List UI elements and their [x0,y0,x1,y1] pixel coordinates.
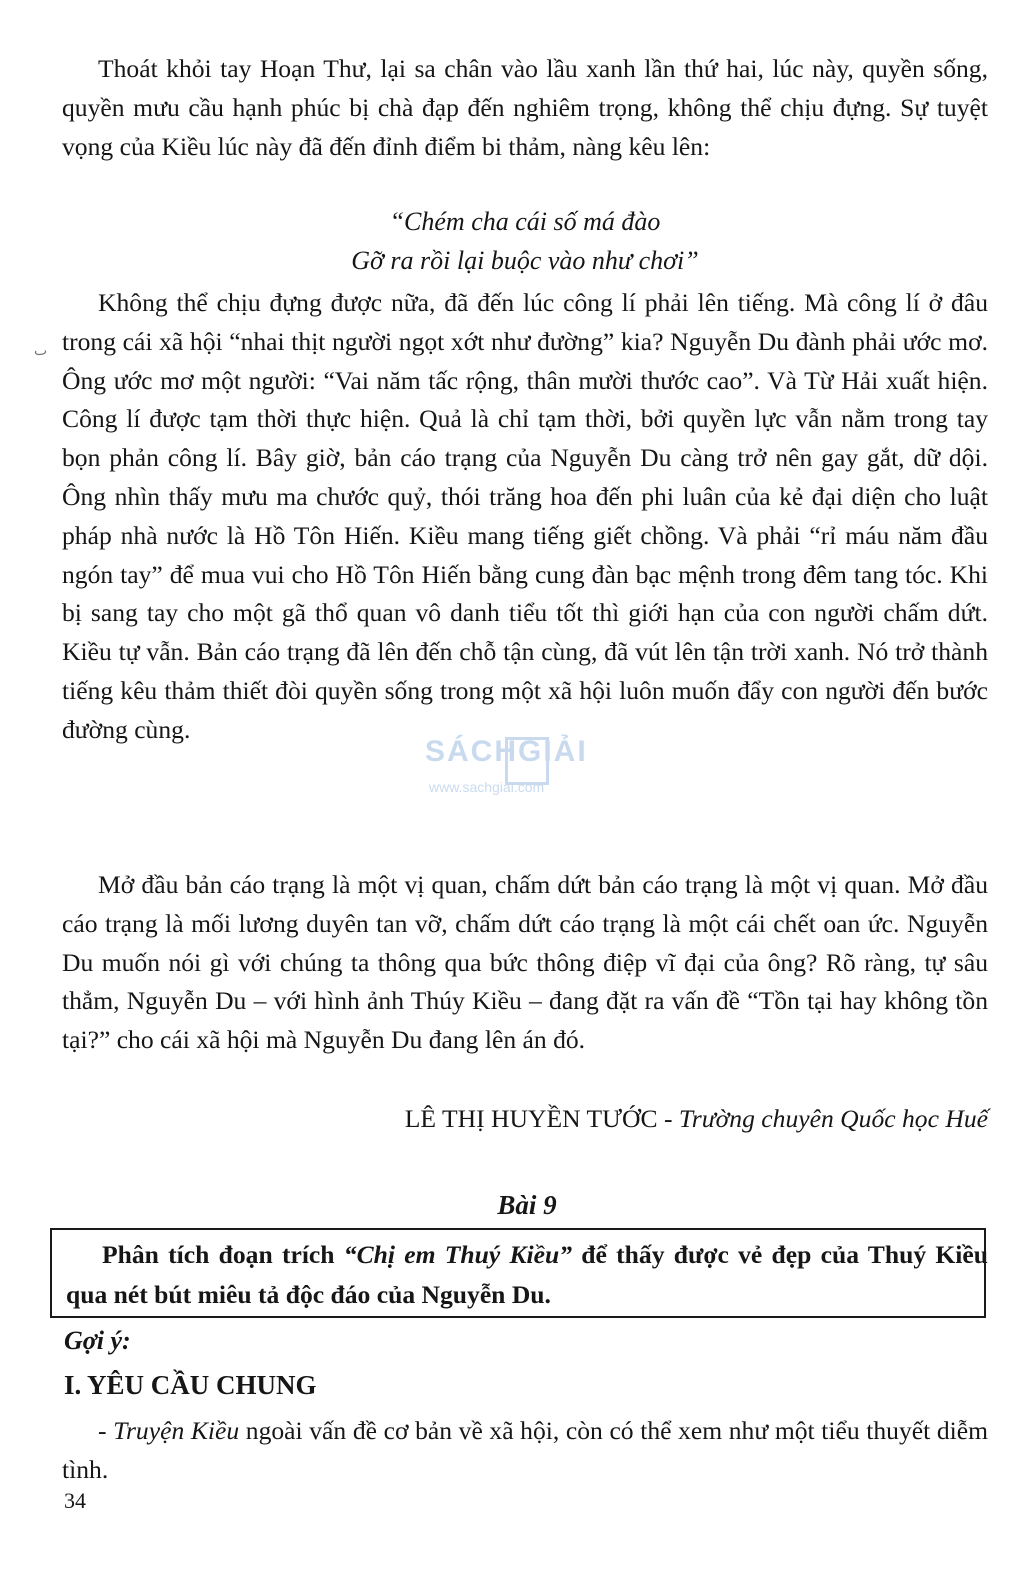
author-school: Trường chuyên Quốc học Huế [678,1104,988,1133]
prompt-work-title: “Chị em Thuý Kiều” [343,1240,573,1269]
requirement-bullet [62,1412,988,1490]
verse-line-1: “Chém cha cái số má đào [389,207,661,236]
paragraph-2: Không thể chịu đựng được nữa, đã đến lúc công lí phải lên tiếng. Mà công lí ở đâu trong cái xã hội “nhai thịt người ngọt xớt như đường” kia? Nguyễn Du đành phải ước mơ. Ông ước mơ một người: “Vai năm tấc rộng, thân mười thước cao”. Và Từ Hải xuất hiện. Công lí được tạm thời thực hiện. Quả là chỉ tạm thời, bởi quyền lực vẫn nằm trong tay bọn phản công lí. Bây giờ, bản cáo trạng của Nguyễn Du càng trở nên gay gắt, dữ dội. Ông nhìn thấy mưu ma chước quỷ, thói trăng hoa đến phi luân của kẻ đại diện cho luật pháp nhà nước là Hồ Tôn Hiến. Kiều mang tiếng giết chồng. Và phải “rỉ máu năm đầu ngón tay” để mua vui cho Hồ Tôn Hiến bằng cung đàn bạc mệnh trong đêm tang tóc. Khi bị sang tay cho một gã thổ quan vô danh tiểu tốt thì giới hạn của con người chấm dứt. Kiều tự vẫn. Bản cáo trạng đã lên đến chỗ tận cùng, đã vút lên tận trời xanh. Nó trở thành tiếng kêu thảm thiết đòi quyền sống trong một xã hội luôn muốn đẩy con người đến bước đường cùng. [62,288,988,744]
margin-tick-mark: ٮ [34,344,48,359]
paragraph-1: Thoát khỏi tay Hoạn Thư, lại sa chân vào lầu xanh lần thứ hai, lúc này, quyền sống, quyền mưu cầu hạnh phúc bị chà đạp đến nghiêm trọng, không thể chịu đựng. Sự tuyệt vọng của Kiều lúc này đã đến đỉnh điểm bi thảm, nàng kêu lên: [62,54,988,161]
prompt-text-after: để thấy được vẻ đẹp của Thuý Kiều qua nét bút miêu tả độc đáo của Nguyễn Du. [66,1240,988,1309]
section-heading: I. YÊU CẦU CHUNG [64,1370,317,1400]
author-signature [62,1104,988,1134]
bullet-text: ngoài vấn đề cơ bản về xã hội, còn có thể xem như một tiểu thuyết diễm tình. [62,1416,988,1484]
exercise-prompt [66,1235,988,1315]
verse-line-2: Gỡ ra rồi lại buộc vào như chơi” [351,246,699,275]
exercise-title: Bài 9 [497,1190,557,1220]
watermark-url: www.sachgiai.com [429,779,545,795]
prompt-text-before: Phân tích đoạn trích [102,1240,344,1269]
watermark-logo: SÁCHGIẢI [425,735,588,768]
watermark [425,735,625,835]
paragraph-3: Mở đầu bản cáo trạng là một vị quan, chấm dứt bản cáo trạng là một vị quan. Mở đầu cáo trạng là mối lương duyên tan vỡ, chấm dứt cáo trạng là một cái chết oan ức. Nguyễn Du muốn nói gì với chúng ta thông qua bức thông điệp vĩ đại của ông? Rõ ràng, tự sâu thẳm, Nguyễn Du – với hình ảnh Thúy Kiều – đang đặt ra vấn đề “Tồn tại hay không tồn tại?” cho cái xã hội mà Nguyễn Du đang lên án đó. [62,870,988,1055]
bullet-dash: - [98,1416,114,1445]
bullet-work-title: Truyện Kiều [113,1416,240,1445]
hint-label: Gợi ý: [64,1326,131,1355]
page-number: 34 [64,1488,86,1513]
author-name: LÊ THỊ HUYỀN TƯỚC [404,1104,658,1133]
signature-separator: - [657,1104,679,1133]
